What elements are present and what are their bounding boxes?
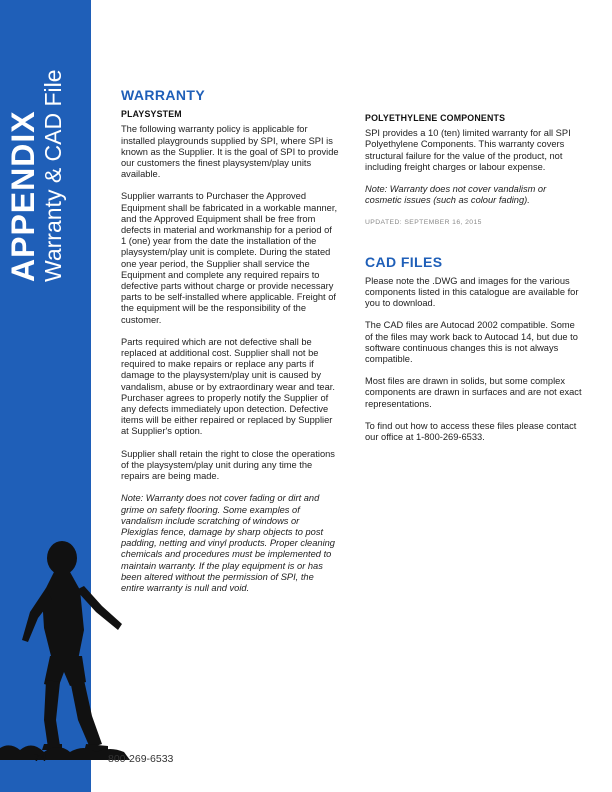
cad-paragraph-4: To find out how to access these files please contact our office at 1-800-269-6533. <box>365 420 577 443</box>
cad-paragraph-1: Please note the .DWG and images for the various components listed in this catalogue are available for you to download. <box>365 275 579 309</box>
playsystem-subheading: PLAYSYSTEM <box>121 109 182 120</box>
playsystem-paragraph-1: The following warranty policy is applicable for installed playgrounds supplied by SPI, where SPI is known as the Supplier. It is the goal of SPI to provide our customers the finest playsystem/play units available. <box>121 124 339 180</box>
appendix-subtitle: Warranty & CAD File <box>40 69 66 282</box>
cad-files-heading: CAD FILES <box>365 253 443 270</box>
footer-phone: 800-269-6533 <box>108 753 174 765</box>
right-column <box>365 113 583 454</box>
running-child-silhouette-icon <box>0 520 130 760</box>
warranty-column <box>121 87 339 605</box>
polyethylene-paragraph: SPI provides a 10 (ten) limited warranty for all SPI Polyethylene Components. This warranty covers structural failure for the value of the product, not including freight charges or labour expense. <box>365 128 571 172</box>
polyethylene-subheading: POLYETHYLENE COMPONENTS <box>365 113 506 123</box>
appendix-title: APPENDIX <box>5 110 41 282</box>
warranty-heading: WARRANTY <box>121 87 206 103</box>
updated-date: UPDATED: SEPTEMBER 16, 2015 <box>365 219 482 227</box>
cad-paragraph-2: The CAD files are Autocad 2002 compatible. Some of the files may work back to Autocad 14, but due to software continuous changes this is not always compatible. <box>365 320 578 365</box>
vertical-title <box>5 12 85 282</box>
page-number: 74 <box>34 752 47 764</box>
playsystem-note: Note: Warranty does not cover fading or dirt and grime on safety flooring. Some examples of vandalism include scratching of windows or Plexiglas fence, damage by sharp objects to post padding, netting and vinyl products. Proper cleaning chemicals and procedures must be implemented to maintain warranty. If the play equipment is or has been altered without the permission of SPI, the entire warranty is null and void. <box>121 493 335 593</box>
playsystem-paragraph-4: Supplier shall retain the right to close the operations of the playsystem/play unit during any time the repairs are being made. <box>121 448 335 482</box>
cad-paragraph-3: Most files are drawn in solids, but some complex components are drawn in surfaces and are not exact representations. <box>365 376 582 409</box>
playsystem-paragraph-2: Supplier warrants to Purchaser the Approved Equipment shall be fabricated in a workable manner, and the Approved Equipment shall be free from defects in material and workmanship for a period of 1 (one) year from the date the installation of the playsystem/play unit is complete. During the stated one year period, the Supplier shall service the Equipment and complete any required repairs to defective parts without charge or provide necessary parts to be self-installed where applicable. Freight of the equipment will be the responsibility of the customer. <box>121 191 338 325</box>
polyethylene-note: Note: Warranty does not cover vandalism or cosmetic issues (such as colour fading). <box>365 184 547 206</box>
playsystem-paragraph-3: Parts required which are not defective shall be replaced at additional cost. Supplier shall not be required to make repairs or replace any parts if damage to the playsystem/play unit is caused by vandalism, abuse or by extraordinary wear and tear. Purchaser agrees to properly notify the Supplier of any defects immediately upon detection. Defective items will be either repaired or replaced by Supplier at Supplier's option. <box>121 336 335 437</box>
